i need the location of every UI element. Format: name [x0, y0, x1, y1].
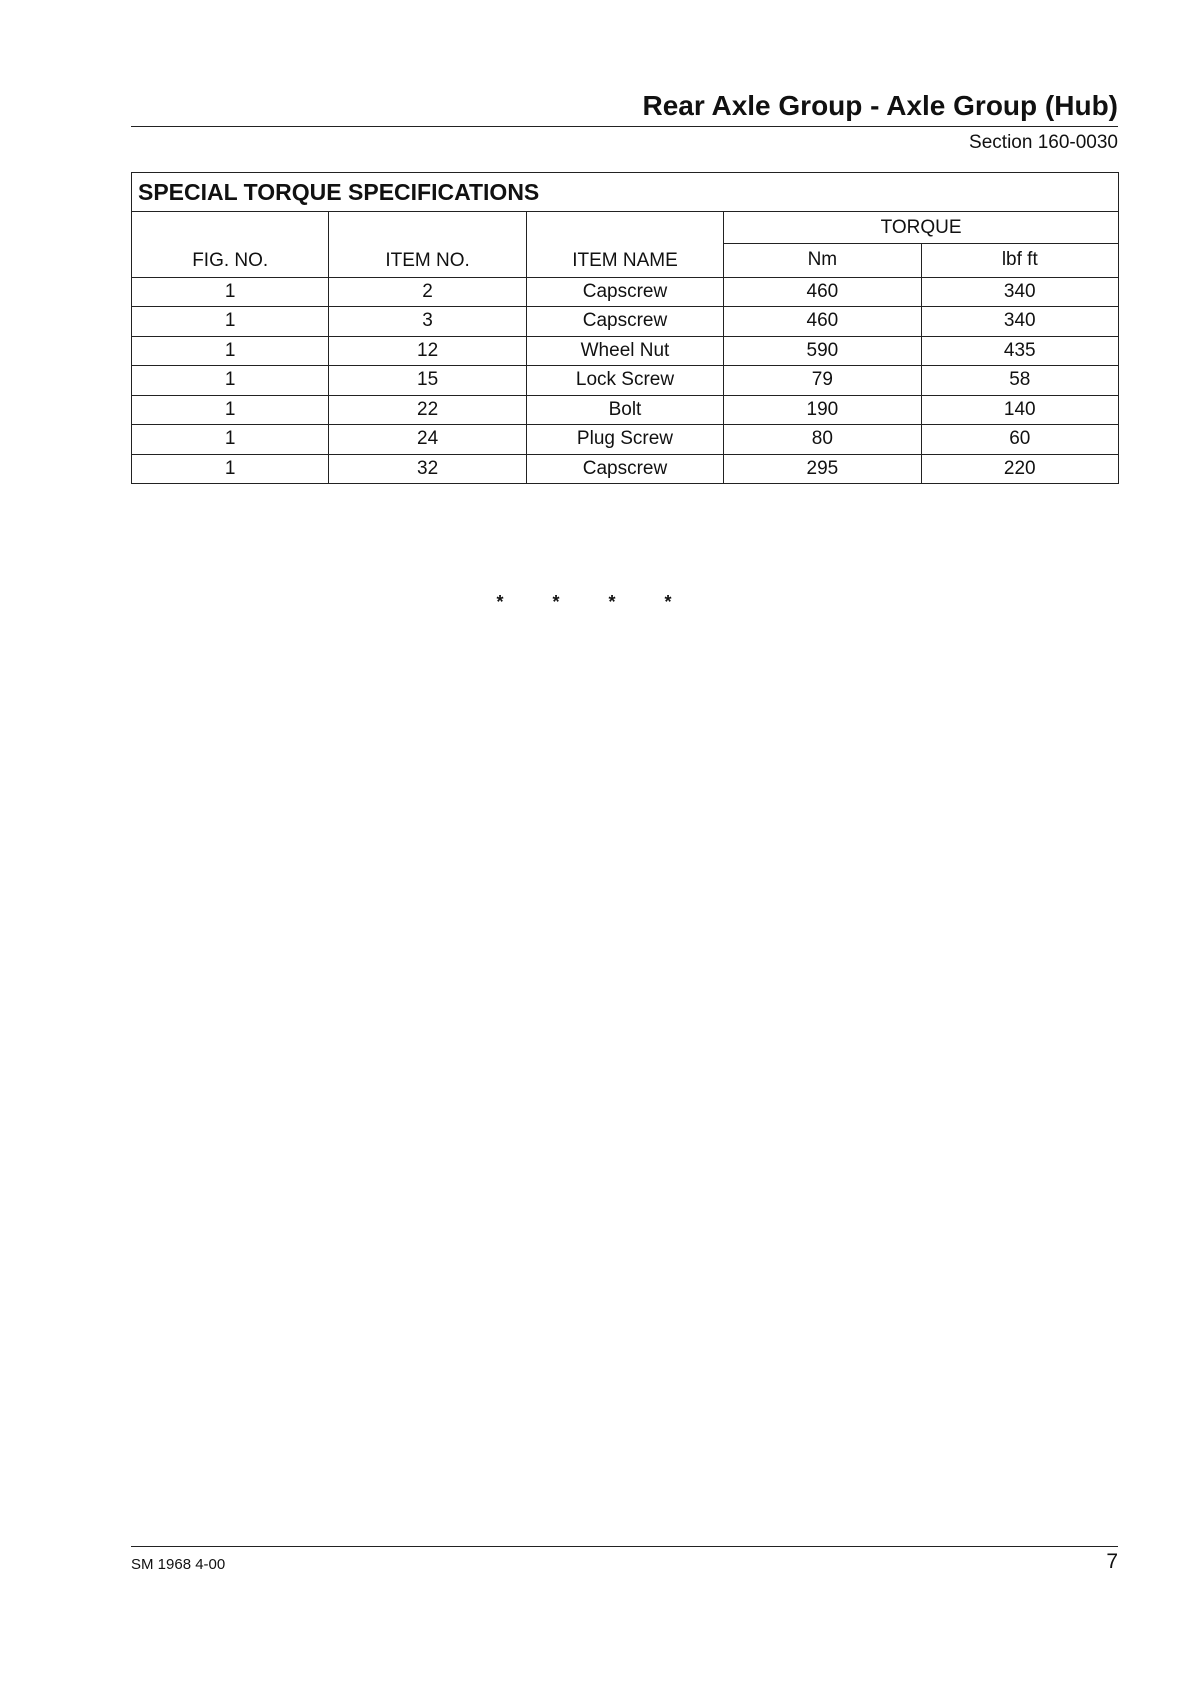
cell-fig: 1 [132, 454, 329, 484]
header-blank-name [526, 212, 723, 244]
table-title: SPECIAL TORQUE SPECIFICATIONS [132, 173, 1119, 212]
cell-name: Wheel Nut [526, 336, 723, 366]
cell-item: 2 [329, 277, 526, 307]
cell-nm: 460 [724, 307, 921, 337]
cell-item: 3 [329, 307, 526, 337]
table-row [132, 425, 1119, 455]
cell-fig: 1 [132, 395, 329, 425]
cell-lbf: 140 [921, 395, 1118, 425]
table-row [132, 395, 1119, 425]
cell-name: Capscrew [526, 454, 723, 484]
cell-name: Bolt [526, 395, 723, 425]
cell-fig: 1 [132, 307, 329, 337]
cell-fig: 1 [132, 366, 329, 396]
cell-lbf: 58 [921, 366, 1118, 396]
torque-group-header: TORQUE [724, 212, 1119, 244]
cell-fig: 1 [132, 425, 329, 455]
column-header-nm: Nm [724, 244, 921, 278]
table-row [132, 336, 1119, 366]
document-code: SM 1968 4-00 [131, 1556, 226, 1573]
column-header-item-no: ITEM NO. [329, 244, 526, 278]
cell-fig: 1 [132, 277, 329, 307]
cell-item: 32 [329, 454, 526, 484]
cell-item: 24 [329, 425, 526, 455]
end-of-section-marks: * * * * [496, 592, 694, 612]
cell-nm: 590 [724, 336, 921, 366]
table-row [132, 366, 1119, 396]
cell-nm: 79 [724, 366, 921, 396]
table-row [132, 277, 1119, 307]
table-row [132, 454, 1119, 484]
cell-nm: 80 [724, 425, 921, 455]
header-blank-fig [132, 212, 329, 244]
column-header-fig-no: FIG. NO. [132, 244, 329, 278]
cell-nm: 295 [724, 454, 921, 484]
cell-name: Lock Screw [526, 366, 723, 396]
section-label: Section 160-0030 [969, 132, 1118, 153]
column-header-item-name: ITEM NAME [526, 244, 723, 278]
page-title: Rear Axle Group - Axle Group (Hub) [642, 90, 1118, 121]
footer-divider [131, 1546, 1118, 1547]
cell-lbf: 435 [921, 336, 1118, 366]
cell-name: Capscrew [526, 307, 723, 337]
cell-fig: 1 [132, 336, 329, 366]
cell-item: 15 [329, 366, 526, 396]
cell-nm: 460 [724, 277, 921, 307]
cell-nm: 190 [724, 395, 921, 425]
page-number: 7 [1106, 1550, 1118, 1573]
cell-lbf: 340 [921, 277, 1118, 307]
cell-lbf: 60 [921, 425, 1118, 455]
cell-item: 22 [329, 395, 526, 425]
table-row [132, 307, 1119, 337]
header-divider [131, 126, 1118, 127]
torque-spec-table [131, 172, 1119, 484]
cell-lbf: 340 [921, 307, 1118, 337]
cell-name: Capscrew [526, 277, 723, 307]
cell-lbf: 220 [921, 454, 1118, 484]
cell-name: Plug Screw [526, 425, 723, 455]
cell-item: 12 [329, 336, 526, 366]
column-header-lbf-ft: lbf ft [921, 244, 1118, 278]
header-blank-item [329, 212, 526, 244]
